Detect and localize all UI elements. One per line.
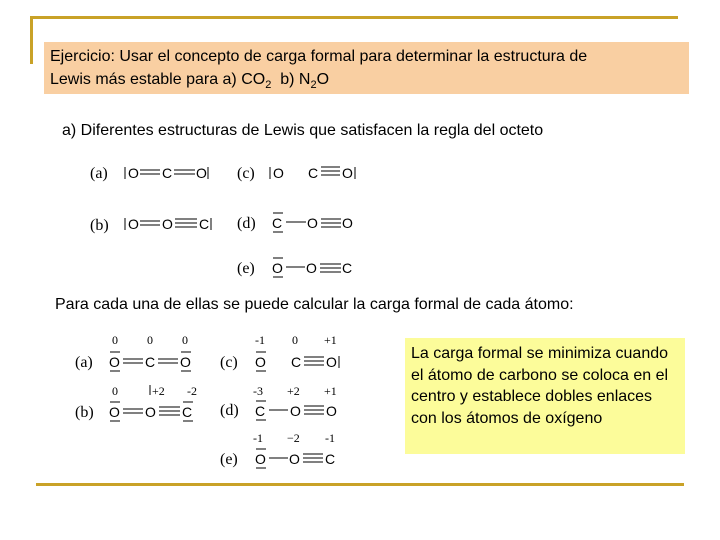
batom-b3: C <box>182 404 193 420</box>
title-sub-a: 2 <box>265 79 272 92</box>
atom-a3: O <box>196 165 207 181</box>
charge-b3: -2 <box>187 384 197 398</box>
atom-e2: O <box>306 260 317 276</box>
title-sub-b: 2 <box>310 79 317 92</box>
atom-b3: C <box>199 216 210 232</box>
charge-e3: -1 <box>325 431 335 445</box>
blabel-b: (b) <box>75 404 94 421</box>
label-c: (c) <box>237 165 255 182</box>
batom-d3: O <box>326 403 337 419</box>
title-text-b: b) N <box>271 71 311 88</box>
section-subtitle: a) Diferentes estructuras de Lewis que satisfacen la regla del octeto <box>62 122 544 139</box>
batom-b1: O <box>109 404 120 420</box>
title-line-1: Ejercicio: Usar el concepto de carga formal para determinar la estructura de <box>50 48 588 65</box>
charge-d3: +1 <box>324 384 337 398</box>
batom-c3: O <box>326 354 337 370</box>
atom-c2: C <box>308 165 319 181</box>
blabel-d: (d) <box>220 402 239 419</box>
left-rule <box>30 16 33 64</box>
charge-c1: -1 <box>255 333 265 347</box>
blabel-c: (c) <box>220 354 238 371</box>
bottom-rule <box>36 483 684 486</box>
charge-b1: 0 <box>112 384 118 398</box>
charge-d2: +2 <box>287 384 300 398</box>
batom-e1: O <box>255 451 266 467</box>
label-e: (e) <box>237 260 255 277</box>
atom-a1: O <box>128 165 139 181</box>
atom-d3: O <box>342 215 353 231</box>
conclusion-note: La carga formal se minimiza cuando el átomo de carbono se coloca en el centro y establece dobles enlaces con los átomos de oxígeno <box>405 338 685 454</box>
batom-a3: O <box>180 354 191 370</box>
blabel-a: (a) <box>75 354 93 371</box>
atom-d2: O <box>307 215 318 231</box>
charge-e2: −2 <box>287 431 300 445</box>
batom-c2: C <box>291 354 302 370</box>
charge-c2: 0 <box>292 333 298 347</box>
batom-e2: O <box>289 451 300 467</box>
batom-d1: C <box>255 403 266 419</box>
atom-b1: O <box>128 216 139 232</box>
atom-a2: C <box>162 165 173 181</box>
atom-b2: O <box>162 216 173 232</box>
batom-e3: C <box>325 451 336 467</box>
label-a: (a) <box>90 165 108 182</box>
charge-d1: -3 <box>253 384 263 398</box>
label-b: (b) <box>90 217 109 234</box>
atom-c1: O <box>273 165 284 181</box>
batom-c1: O <box>255 354 266 370</box>
charge-c3: +1 <box>324 333 337 347</box>
batom-a1: O <box>109 354 120 370</box>
formal-charge-paragraph: Para cada una de ellas se puede calcular la carga formal de cada átomo: <box>55 296 574 313</box>
title-line-2 <box>50 68 689 97</box>
atom-c3: O <box>342 165 353 181</box>
top-rule <box>30 16 678 19</box>
label-d: (d) <box>237 215 256 232</box>
atom-e3: C <box>342 260 353 276</box>
charge-e1: -1 <box>253 431 263 445</box>
blabel-e: (e) <box>220 451 238 468</box>
charge-a3: 0 <box>182 333 188 347</box>
atom-e1: O <box>272 260 283 276</box>
title-text-a: Lewis más estable para a) CO <box>50 71 266 88</box>
exercise-title <box>44 42 689 94</box>
title-text-c: O <box>316 71 330 88</box>
charge-a2: 0 <box>147 333 153 347</box>
batom-a2: C <box>145 354 156 370</box>
batom-b2: O <box>145 404 156 420</box>
atom-d1: C <box>272 215 283 231</box>
charge-b2: +2 <box>152 384 165 398</box>
charge-a1: 0 <box>112 333 118 347</box>
batom-d2: O <box>290 403 301 419</box>
